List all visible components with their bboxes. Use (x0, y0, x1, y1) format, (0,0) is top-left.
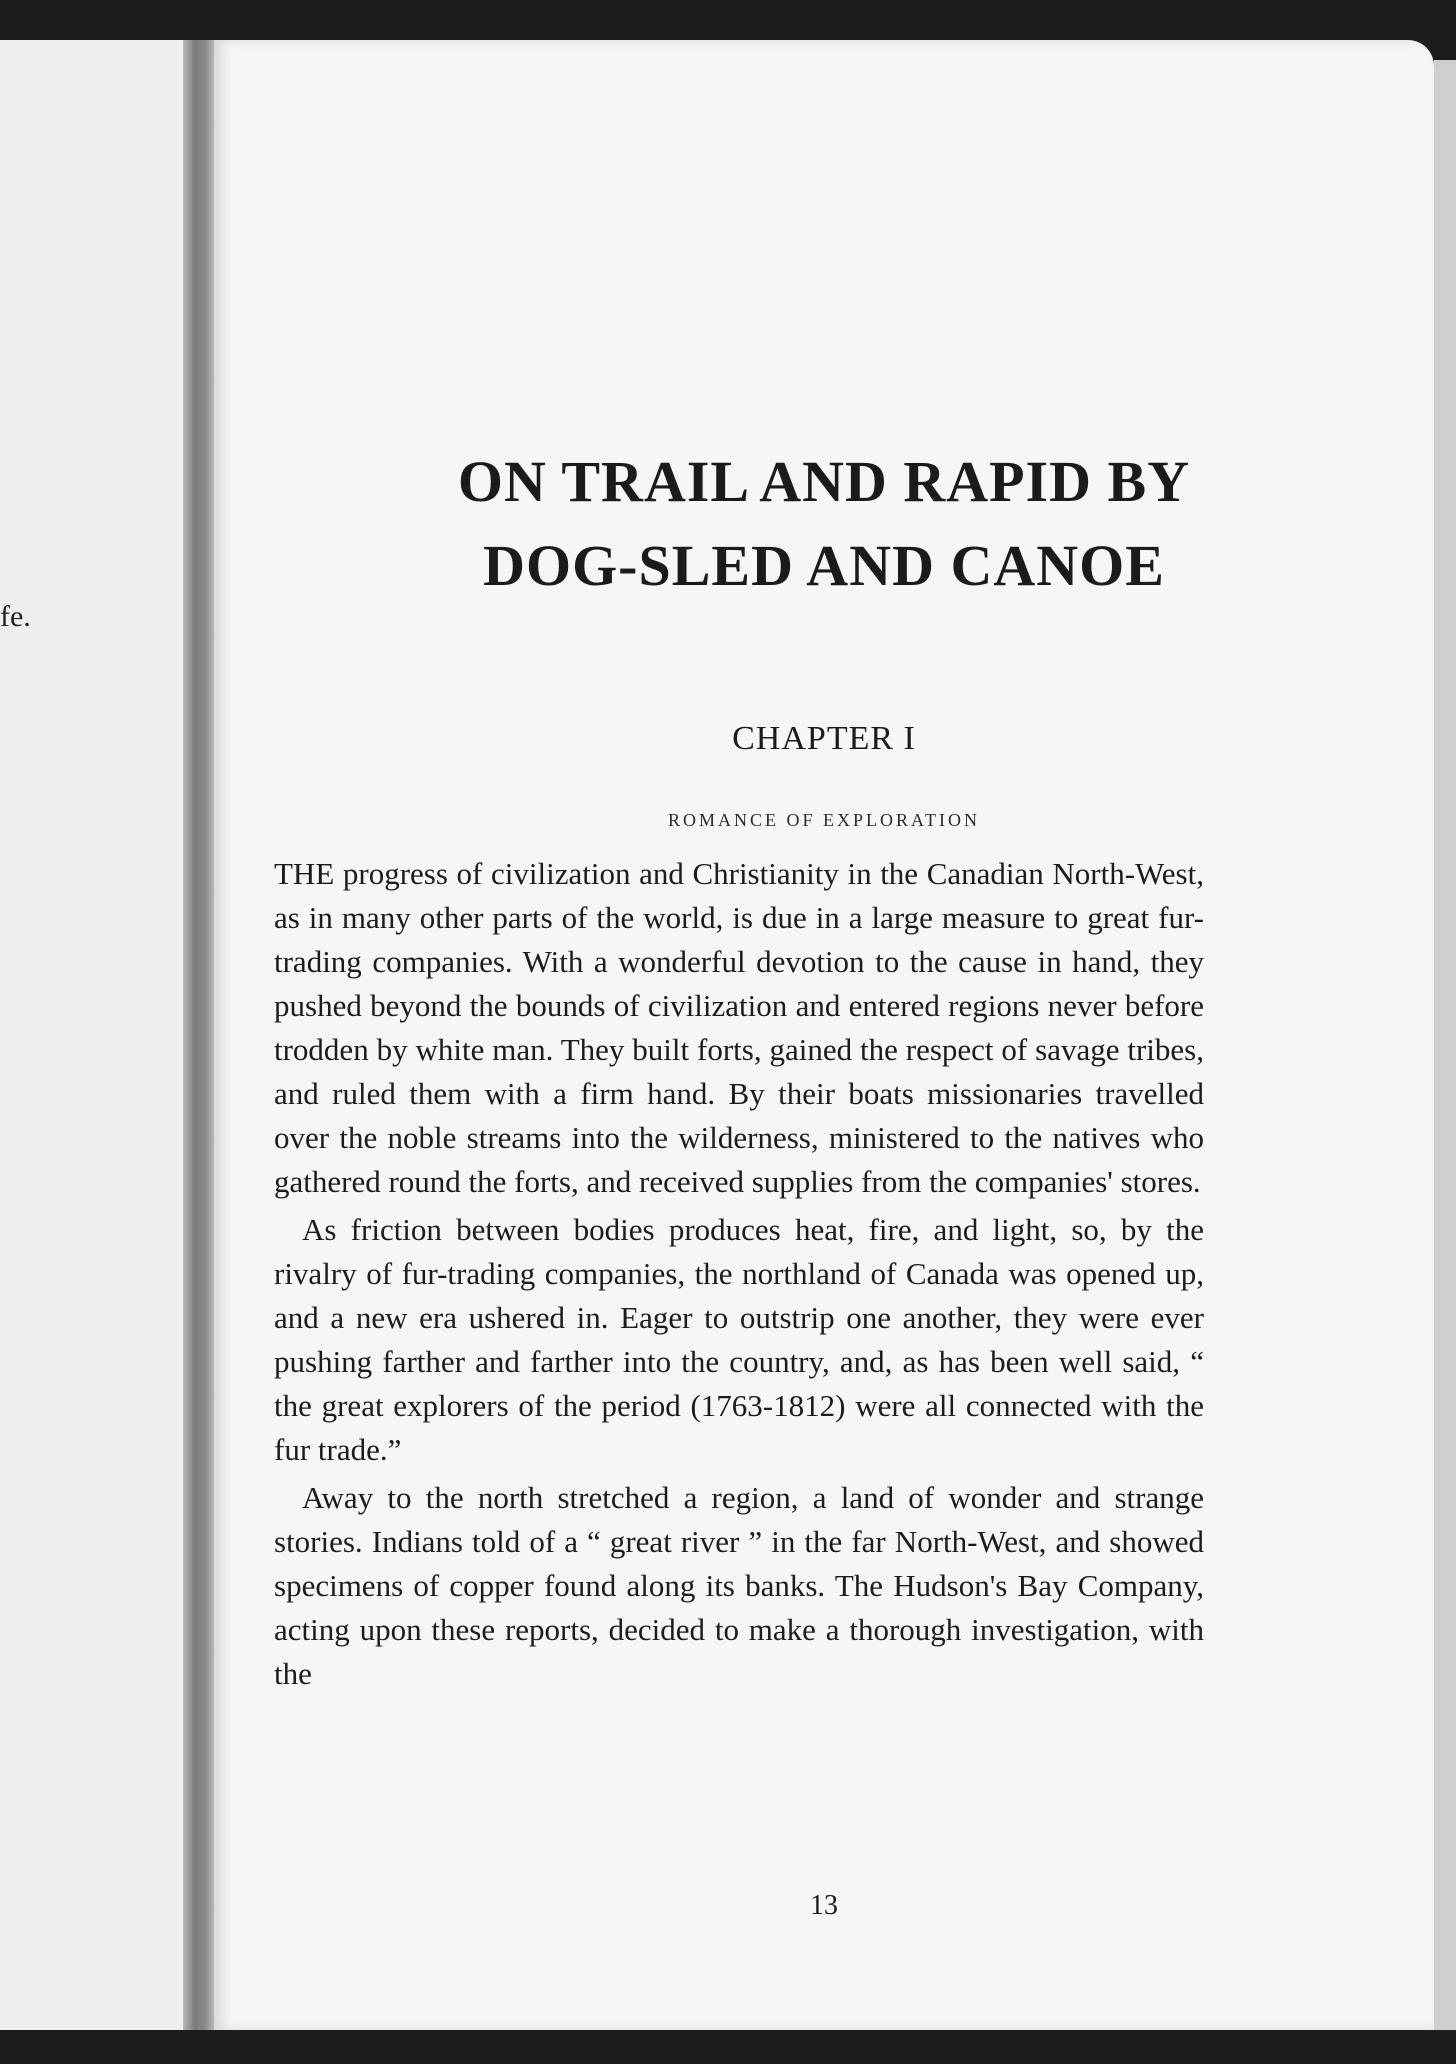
left-page-text-fragment: fe. (0, 600, 31, 633)
page-number: 13 (810, 1890, 838, 1921)
left-facing-page (0, 40, 200, 2030)
paragraph-1: THE progress of civilization and Christianity in the Canadian North-West, as in many other parts of the world, is due in a large measure to great fur-trading companies. With a wonderful devotion to the cause in hand, they pushed beyond the bounds of civilization and entered regions never before trodden by white man. They built forts, gained the respect of savage tribes, and ruled them with a firm hand. By their boats missionaries travelled over the noble streams into the wilderness, ministered to the natives who gathered round the forts, and received supplies from the companies' stores. (274, 856, 1204, 1199)
chapter-heading: CHAPTER I (732, 720, 916, 757)
body-text (274, 852, 1204, 1700)
chapter-subtitle: ROMANCE OF EXPLORATION (667, 810, 980, 830)
book-title-line-1: ON TRAIL AND RAPID BY (457, 449, 1191, 514)
page-edge (1434, 60, 1456, 2030)
book-title (214, 440, 1434, 608)
paragraph-3: Away to the north stretched a region, a land of wonder and strange stories. Indians told of a “ great river ” in the far North-West, and showed specimens of copper found along its banks. The Hudson's Bay Company, acting upon these reports, decided to make a thorough investigation, with the (274, 1480, 1204, 1691)
book-page (214, 40, 1434, 2030)
book-gutter (183, 40, 217, 2030)
paragraph-2: As friction between bodies produces heat, fire, and light, so, by the rivalry of fur-trading companies, the northland of Canada was opened up, and a new era ushered in. Eager to outstrip one another, they were ever pushing farther and farther into the country, and, as has been well said, “ the great explorers of the period (1763-1812) were all connected with the fur trade.” (274, 1212, 1204, 1467)
book-title-line-2: DOG-SLED AND CANOE (483, 533, 1165, 598)
